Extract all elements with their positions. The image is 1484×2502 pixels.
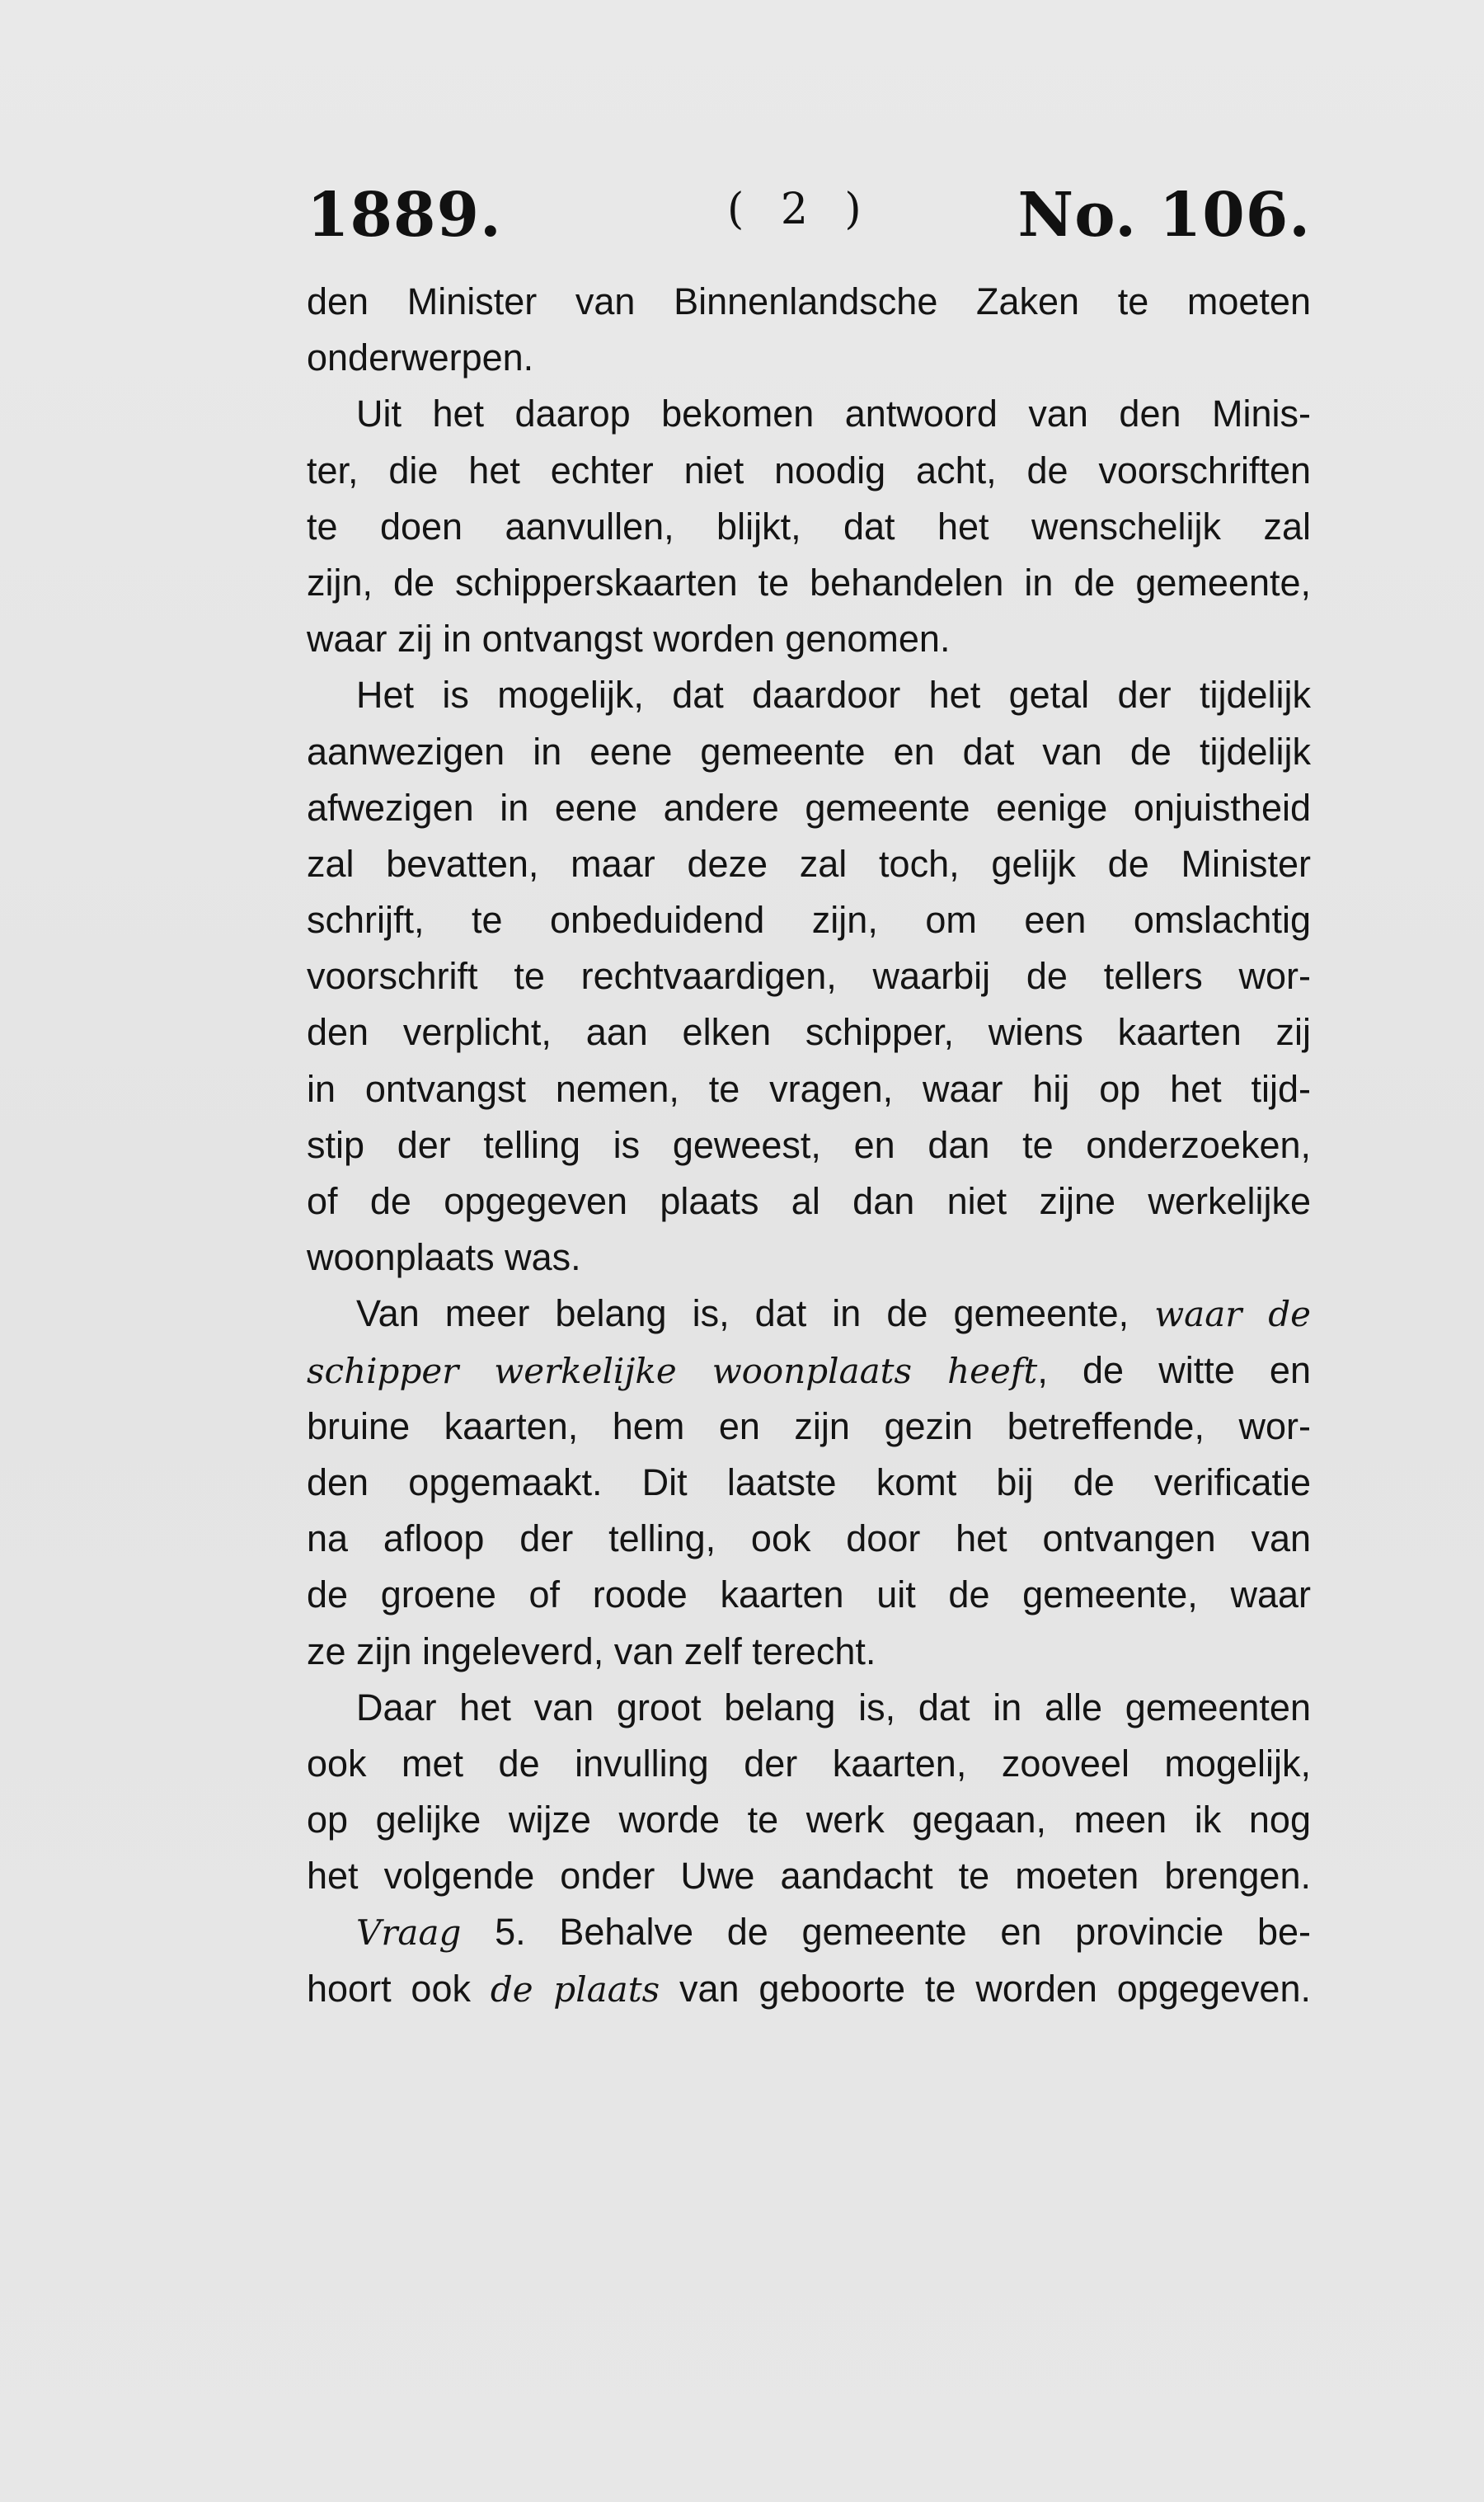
text-line	[307, 836, 1311, 892]
text-span: hoort ook	[307, 1967, 491, 2010]
text-line	[307, 330, 1311, 386]
text-span: zijn, de schipperskaarten te behandelen in de gemeente,	[307, 561, 1311, 604]
text-span: na afloop der telling, ook door het ontvangen van	[307, 1517, 1311, 1560]
text-span: van geboorte te worden opgegeven.	[660, 1967, 1311, 2010]
text-line	[307, 1117, 1311, 1173]
text-span: ze zijn ingeleverd, van zelf terecht.	[307, 1630, 876, 1672]
text-line	[307, 1455, 1311, 1511]
italic-text: schipper werkelijke woonplaats heeft	[307, 1350, 1038, 1391]
text-span: stip der telling is geweest, en dan te onderzoeken,	[307, 1123, 1311, 1166]
text-line	[307, 443, 1311, 499]
italic-text: Vraag	[356, 1912, 462, 1954]
text-span: Van meer belang is, dat in de gemeente,	[356, 1292, 1155, 1335]
text-span: woonplaats was.	[307, 1236, 581, 1279]
text-span: , de witte en	[1037, 1348, 1311, 1391]
text-line	[307, 1736, 1311, 1792]
text-span: onderwerpen.	[307, 336, 534, 379]
header-document-number: No. 106.	[1017, 180, 1311, 251]
text-line	[307, 1230, 1311, 1286]
text-span: den opgemaakt. Dit laatste komt bij de verificatie	[307, 1460, 1311, 1503]
text-span: in ontvangst nemen, te vragen, waar hij op het tijd-	[307, 1067, 1311, 1110]
text-line	[307, 1399, 1311, 1455]
text-span: Uit het daarop bekomen antwoord van den Minis-	[356, 393, 1311, 435]
text-line	[307, 1286, 1311, 1342]
text-line	[307, 892, 1311, 948]
text-span: schrijft, te onbeduidend zijn, om een omslachtig	[307, 899, 1311, 942]
page-header	[307, 180, 1311, 262]
text-span: op gelijke wijze worde te werk gegaan, meen ik nog	[307, 1799, 1311, 1841]
header-year: 1889.	[307, 180, 502, 251]
text-line	[307, 1848, 1311, 1904]
text-line	[307, 780, 1311, 836]
text-line	[307, 1624, 1311, 1680]
text-line	[307, 1343, 1311, 1399]
text-span: de groene of roode kaarten uit de gemeente, waar	[307, 1573, 1311, 1616]
text-line	[307, 1680, 1311, 1736]
text-span: het volgende onder Uwe aandacht te moeten brengen.	[307, 1855, 1311, 1898]
text-line	[307, 667, 1311, 723]
text-span: waar zij in ontvangst worden genomen.	[307, 618, 951, 661]
text-line	[307, 1511, 1311, 1567]
text-span: te doen aanvullen, blijkt, dat het wenschelijk zal	[307, 505, 1311, 548]
text-line	[307, 1961, 1311, 2017]
text-span: afwezigen in eene andere gemeente eenige onjuistheid	[307, 786, 1311, 829]
text-line	[307, 1173, 1311, 1230]
text-span: Daar het van groot belang is, dat in alle gemeenten	[356, 1686, 1311, 1728]
text-line	[307, 1061, 1311, 1117]
header-page-number: ( 2 )	[727, 185, 873, 234]
text-line	[307, 1004, 1311, 1061]
text-line	[307, 948, 1311, 1004]
text-span: den verplicht, aan elken schipper, wiens kaarten zij	[307, 1011, 1311, 1054]
text-span: bruine kaarten, hem en zijn gezin betreffende, wor-	[307, 1404, 1311, 1447]
text-line	[307, 611, 1311, 667]
text-span: ter, die het echter niet noodig acht, de voorschriften	[307, 449, 1311, 491]
text-line	[307, 274, 1311, 330]
text-span: of de opgegeven plaats al dan niet zijne werkelijke	[307, 1180, 1311, 1222]
text-span: ook met de invulling der kaarten, zooveel mogelijk,	[307, 1742, 1311, 1785]
text-span: aanwezigen in eene gemeente en dat van de tijdelijk	[307, 730, 1311, 773]
text-span: 5. Behalve de gemeente en provincie be-	[461, 1911, 1311, 1954]
text-span: zal bevatten, maar deze zal toch, gelijk de Minister	[307, 842, 1311, 885]
italic-text: waar de	[1154, 1294, 1311, 1335]
text-line	[307, 386, 1311, 442]
text-line	[307, 499, 1311, 555]
text-span: Het is mogelijk, dat daardoor het getal der tijdelijk	[356, 674, 1311, 717]
text-line	[307, 555, 1311, 611]
text-span: voorschrift te rechtvaardigen, waarbij de tellers wor-	[307, 955, 1311, 998]
text-line	[307, 1792, 1311, 1848]
italic-text: de plaats	[490, 1968, 660, 2010]
text-line	[307, 1904, 1311, 1960]
text-line	[307, 1567, 1311, 1623]
text-line	[307, 724, 1311, 780]
text-span: den Minister van Binnenlandsche Zaken te moeten	[307, 280, 1311, 322]
body-text	[307, 274, 1311, 2017]
